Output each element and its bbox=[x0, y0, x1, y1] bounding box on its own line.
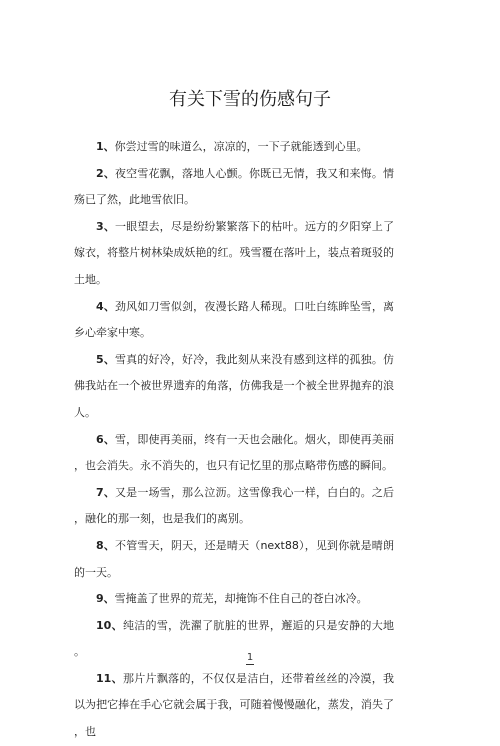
paragraph-9 bbox=[74, 586, 394, 613]
paragraph-8 bbox=[74, 533, 394, 586]
paragraph-text: 夜空雪花飘，落地人心颤。你既已无情，我又和来悔。情殇已了然，此地雪依旧。 bbox=[74, 166, 395, 207]
page-number-value: 1 bbox=[246, 652, 254, 663]
paragraph-text: 雪掩盖了世界的荒芜，却掩饰不住自己的苍白冰冷。 bbox=[114, 592, 368, 606]
paragraph-6 bbox=[74, 427, 394, 480]
paragraph-5 bbox=[74, 347, 394, 427]
paragraph-number: 8、 bbox=[96, 538, 116, 552]
paragraph-text: 雪，即使再美丽，终有一天也会融化。烟火，即使再美丽，也会消失。永不消失的，也只有记忆里的那点略带伤感的瞬间。 bbox=[74, 432, 395, 473]
paragraph-number: 10、 bbox=[96, 618, 123, 632]
paragraph-2 bbox=[74, 161, 394, 214]
page-number bbox=[0, 652, 500, 665]
paragraph-number: 2、 bbox=[96, 166, 115, 180]
paragraph-11 bbox=[74, 666, 394, 746]
paragraph-number: 1、 bbox=[96, 140, 115, 153]
paragraph-number: 11、 bbox=[96, 671, 123, 685]
paragraph-text: 不管雪天，阴天，还是晴天（next88），见到你就是晴朗的一天。 bbox=[74, 538, 394, 579]
paragraph-4 bbox=[74, 294, 394, 347]
paragraph-text: 劲风如刀雪似剑，夜漫长路人稀现。口吐白练眸坠雪，离乡心牵家中寒。 bbox=[74, 299, 395, 340]
paragraph-number: 3、 bbox=[96, 219, 115, 233]
paragraph-number: 7、 bbox=[96, 485, 115, 499]
paragraph-number: 6、 bbox=[96, 432, 115, 446]
paragraph-1 bbox=[74, 134, 394, 161]
paragraph-text: 又是一场雪，那么泣沥。这雪像我心一样，白白的。之后，融化的那一刻，也是我们的离别。 bbox=[74, 485, 395, 526]
paragraph-text: 那片片飘落的，不仅仅是洁白，还带着丝丝的冷漠，我以为把它捧在手心它就会属于我，可随着慢慢融化，蒸发，消失了，也 bbox=[74, 671, 395, 739]
paragraph-7 bbox=[74, 480, 394, 533]
paragraph-number: 4、 bbox=[96, 299, 115, 313]
paragraph-number: 5、 bbox=[96, 352, 115, 366]
paragraph-text: 一眼望去，尽是纷纷繁繁落下的枯叶。远方的夕阳穿上了嫁衣，将整片树林染成妖艳的红。残雪覆在落叶上，装点着斑驳的土地。 bbox=[74, 219, 395, 286]
paragraph-number: 9、 bbox=[96, 592, 115, 606]
document-title: 有关下雪的伤感句子 bbox=[169, 89, 331, 111]
paragraph-3 bbox=[74, 214, 394, 294]
paragraph-text: 雪真的好冷，好冷，我此刻从来没有感到这样的孤独。仿佛我站在一个被世界遗弃的角落，仿佛我是一个被全世界抛弃的浪人。 bbox=[74, 352, 395, 419]
paragraph-text: 你尝过雪的味道么，凉凉的，一下子就能透到心里。 bbox=[114, 140, 368, 153]
paragraph-text: 纯洁的雪，洗濯了肮脏的世界，邂逅的只是安静的大地。 bbox=[74, 618, 395, 659]
